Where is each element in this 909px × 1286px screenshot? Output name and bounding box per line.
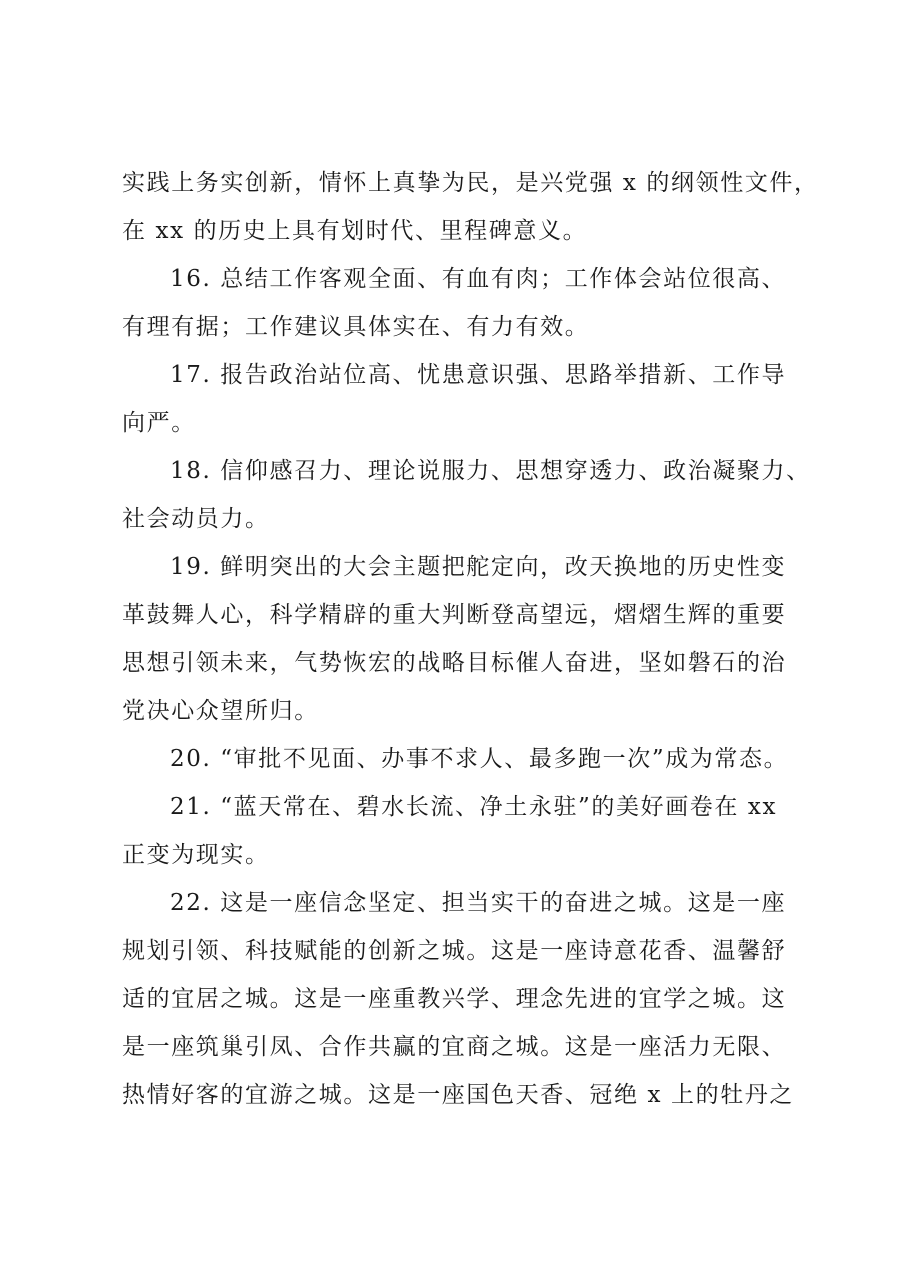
list-item-20: 20. “审批不见面、办事不求人、最多跑一次”成为常态。 — [170, 746, 789, 772]
text-line: 党决心众望所归。 — [122, 698, 319, 724]
list-item-17: 17. 报告政治站位高、忧患意识强、思路举措新、工作导 — [170, 362, 787, 388]
text-line: 正变为现实。 — [122, 842, 270, 868]
text-line: 在 xx 的历史上具有划时代、里程碑意义。 — [122, 218, 588, 244]
list-item-21: 21. “蓝天常在、碧水长流、净土永驻”的美好画卷在 xx — [170, 794, 778, 820]
text-line: 社会动员力。 — [122, 506, 270, 532]
text-line: 革鼓舞人心，科学精辟的重大判断登高望远，熠熠生辉的重要 — [122, 602, 787, 628]
text-line: 实践上务实创新，情怀上真挚为民，是兴党强 x 的纲领性文件， — [122, 170, 819, 196]
text-line: 是一座筑巢引凤、合作共赢的宜商之城。这是一座活力无限、 — [122, 1034, 787, 1060]
list-item-22: 22. 这是一座信念坚定、担当实干的奋进之城。这是一座 — [170, 890, 787, 916]
text-line: 有理有据；工作建议具体实在、有力有效。 — [122, 314, 590, 340]
text-line: 向严。 — [122, 410, 196, 436]
text-line: 热情好客的宜游之城。这是一座国色天香、冠绝 x 上的牡丹之 — [122, 1082, 794, 1108]
text-line: 适的宜居之城。这是一座重教兴学、理念先进的宜学之城。这 — [122, 986, 787, 1012]
text-line: 思想引领未来，气势恢宏的战略目标催人奋进，坚如磐石的治 — [122, 650, 787, 676]
list-item-16: 16. 总结工作客观全面、有血有肉；工作体会站位很高、 — [170, 266, 787, 292]
list-item-19: 19. 鲜明突出的大会主题把舵定向，改天换地的历史性变 — [170, 554, 787, 580]
text-line: 规划引领、科技赋能的创新之城。这是一座诗意花香、温馨舒 — [122, 938, 787, 964]
list-item-18: 18. 信仰感召力、理论说服力、思想穿透力、政治凝聚力、 — [170, 458, 811, 484]
